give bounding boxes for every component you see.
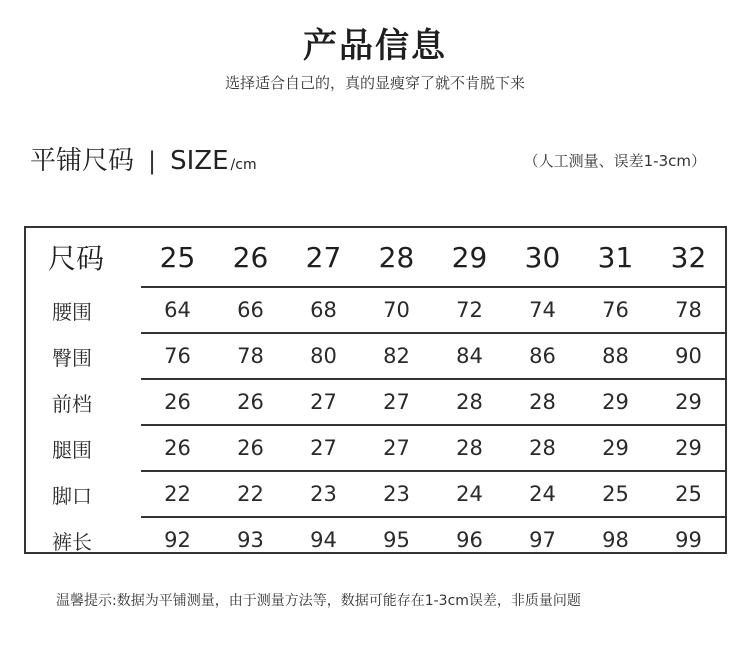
measurement-value: 64 — [141, 287, 214, 333]
measurement-value: 29 — [579, 379, 652, 425]
measurement-value: 26 — [141, 425, 214, 471]
page-title: 产品信息 — [303, 26, 447, 66]
heading-separator: | — [148, 147, 157, 175]
footer-note: 温馨提示:数据为平铺测量，由于测量方法等，数据可能存在1-3cm误差，非质量问题 — [56, 593, 581, 609]
measurement-value: 29 — [579, 425, 652, 471]
measurement-value: 95 — [383, 528, 410, 552]
measurement-label: 前档 — [52, 391, 92, 416]
table-row — [26, 379, 725, 425]
measurement-value: 78 — [214, 333, 287, 379]
measurement-value: 84 — [433, 333, 506, 379]
table-row — [26, 333, 725, 379]
measurement-value: 24 — [506, 471, 579, 517]
size-heading-label: SIZE — [170, 146, 229, 176]
measurement-value: 25 — [652, 471, 725, 517]
measurement-value: 66 — [214, 287, 287, 333]
measurement-value: 92 — [164, 528, 191, 552]
measurement-value: 99 — [675, 528, 702, 552]
measurement-value: 28 — [506, 425, 579, 471]
size-header-cell: 28 — [360, 228, 433, 287]
measurement-value: 28 — [433, 379, 506, 425]
measurement-label: 臀围 — [52, 345, 92, 370]
measurement-value: 97 — [529, 528, 556, 552]
measurement-value: 22 — [141, 471, 214, 517]
measurement-value: 98 — [602, 528, 629, 552]
measurement-value: 86 — [506, 333, 579, 379]
measurement-value: 26 — [214, 425, 287, 471]
measurement-value: 82 — [360, 333, 433, 379]
size-header-label: 尺码 — [48, 242, 105, 275]
measurement-note: （人工测量、误差1-3cm） — [523, 152, 706, 170]
measurement-value: 26 — [214, 379, 287, 425]
measurement-label: 脚口 — [52, 483, 92, 508]
size-section-heading — [30, 140, 257, 177]
measurement-value: 29 — [652, 425, 725, 471]
size-header-cell: 30 — [506, 228, 579, 287]
measurement-value: 70 — [360, 287, 433, 333]
size-chart — [24, 226, 727, 554]
measurement-value: 80 — [287, 333, 360, 379]
measurement-value: 25 — [579, 471, 652, 517]
measurement-value: 72 — [433, 287, 506, 333]
measurement-value: 93 — [237, 528, 264, 552]
measurement-value: 74 — [506, 287, 579, 333]
measurement-value: 76 — [141, 333, 214, 379]
measurement-value: 27 — [287, 379, 360, 425]
table-row — [26, 517, 725, 562]
measurement-value: 27 — [360, 379, 433, 425]
table-row — [26, 287, 725, 333]
measurement-value: 68 — [287, 287, 360, 333]
measurement-label: 裤长 — [52, 529, 92, 554]
measurement-value: 88 — [579, 333, 652, 379]
size-header-row — [26, 228, 725, 287]
measurement-label: 腿围 — [52, 437, 92, 462]
size-header-cell: 26 — [214, 228, 287, 287]
measurement-label: 腰围 — [52, 299, 92, 324]
size-header-cell: 25 — [141, 228, 214, 287]
size-header-cell: 29 — [433, 228, 506, 287]
size-heading-unit: /cm — [230, 157, 257, 173]
measurement-value: 22 — [214, 471, 287, 517]
measurement-value: 28 — [506, 379, 579, 425]
measurement-value: 28 — [433, 425, 506, 471]
measurement-value: 27 — [360, 425, 433, 471]
measurement-value: 94 — [310, 528, 337, 552]
measurement-value: 78 — [652, 287, 725, 333]
measurement-value: 27 — [287, 425, 360, 471]
measurement-value: 24 — [433, 471, 506, 517]
measurement-value: 23 — [360, 471, 433, 517]
page-subtitle: 选择适合自己的，真的显瘦穿了就不肯脱下来 — [224, 74, 525, 92]
measurement-value: 76 — [579, 287, 652, 333]
size-heading-main: 平铺尺码 — [30, 146, 135, 176]
size-header-cell: 32 — [652, 228, 725, 287]
measurement-value: 26 — [141, 379, 214, 425]
measurement-value: 29 — [652, 379, 725, 425]
measurement-value: 96 — [456, 528, 483, 552]
measurement-value: 90 — [652, 333, 725, 379]
size-header-cell: 27 — [287, 228, 360, 287]
measurement-value: 23 — [287, 471, 360, 517]
size-header-cell: 31 — [579, 228, 652, 287]
table-row — [26, 425, 725, 471]
table-row — [26, 471, 725, 517]
size-table — [26, 228, 725, 562]
